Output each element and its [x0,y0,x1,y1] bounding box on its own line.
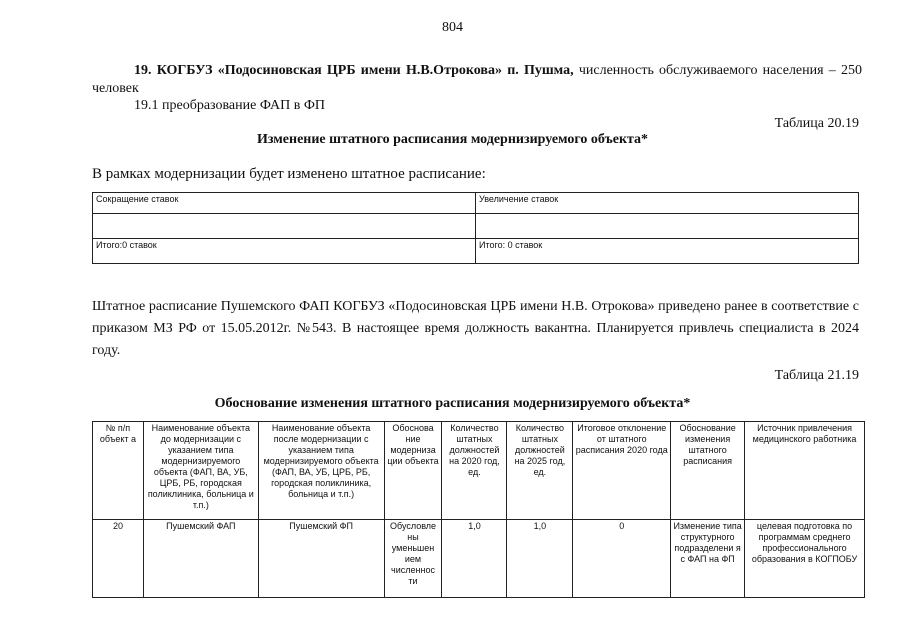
table-cell: 1,0 [442,520,507,598]
table-cell: 20 [93,520,144,598]
table-cell: Изменение типа структурного подразделени я с ФАП на ФП [671,520,745,598]
table-cell: 0 [573,520,671,598]
table-cell: Пушемский ФАП [143,520,258,598]
subsection-title: 19.1 преобразование ФАП в ФП [134,98,326,113]
header-cell: № п/п объект а [93,422,144,520]
increase-total: Итого: 0 ставок [476,239,859,264]
table-row [93,214,859,239]
header-cell: Количество штатных должностей на 2020 год, ед. [442,422,507,520]
staff-change-table [92,192,859,264]
increase-header: Увеличение ставок [476,193,859,214]
table-row [93,239,859,264]
table-cell: 1,0 [507,520,573,598]
table1-intro: В рамках модернизации будет изменено штатное расписание: [92,166,486,182]
table-cell: целевая подготовка по программам среднего профессионального образования в КОГПОБУ [745,520,865,598]
section-heading-rest: численность обслуживаемого населения – 250 человек [92,63,862,96]
section-heading [92,62,862,98]
header-cell: Обоснова ние модерниза ции объекта [384,422,442,520]
header-cell: Источник привлечения медицинского работника [745,422,865,520]
header-cell: Наименование объекта до модернизации с указанием типа модернизируемого объекта (ФАП, ВА, УБ, ЦРБ, РБ, городская поликлиника, больница и т.п.) [143,422,258,520]
page-number: 804 [442,20,463,35]
header-cell: Итоговое отклонение от штатного расписания 2020 года [573,422,671,520]
reduce-header: Сокращение ставок [93,193,476,214]
table2-label: Таблица 21.19 [774,368,859,383]
table-cell [476,214,859,239]
table1-label: Таблица 20.19 [774,116,859,131]
header-cell: Наименование объекта после модернизации с указанием типа модернизируемого объекта (ФАП, ВА, УБ, ЦРБ, РБ, городская поликлиника, больница и т.п.) [258,422,384,520]
table-header-row [93,422,865,520]
reduce-total: Итого:0 ставок [93,239,476,264]
table-cell: Пушемский ФП [258,520,384,598]
body-paragraph: Штатное расписание Пушемского ФАП КОГБУЗ «Подосиновская ЦРБ имени Н.В. Отрокова» приведено ранее в соответствие с приказом МЗ РФ от 15.05.2012г. №543. В настоящее время должность вакантна. Планируется привлечь специалиста в 2024 году. [92,299,859,358]
header-cell: Количество штатных должностей на 2025 год, ед. [507,422,573,520]
section-number-title: 19. КОГБУЗ «Подосиновская ЦРБ имени Н.В.Отрокова» п. Пушма, [134,63,574,78]
table-cell: Обусловле ны уменьшен ием численнос ти [384,520,442,598]
table-row [93,193,859,214]
justification-table [92,421,865,598]
table2-title: Обоснование изменения штатного расписания модернизируемого объекта* [214,396,691,411]
table-row [93,520,865,598]
header-cell: Обоснование изменения штатного расписания [671,422,745,520]
table-cell [93,214,476,239]
table1-title: Изменение штатного расписания модернизируемого объекта* [256,132,649,147]
